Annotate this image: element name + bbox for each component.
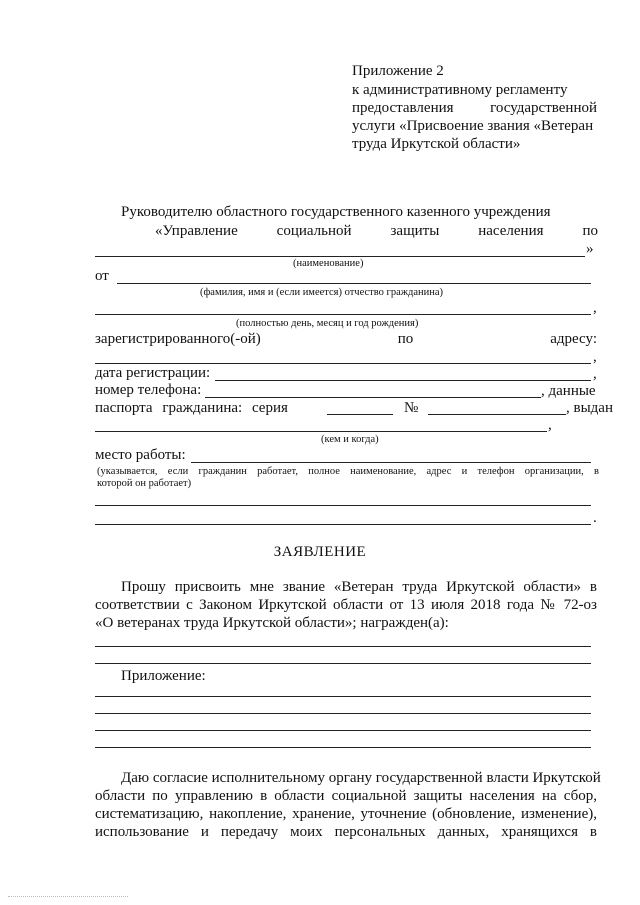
fio-field[interactable] bbox=[117, 283, 591, 284]
statement-title: ЗАЯВЛЕНИЕ bbox=[273, 544, 367, 560]
appendix-line-4: услуги «Присвоение звания «Ветеран bbox=[352, 118, 594, 134]
work-place-field[interactable] bbox=[191, 462, 591, 463]
passport-data-label: , данные bbox=[541, 383, 596, 399]
consent-line-1: Даю согласие исполнительному органу государственной власти Иркутской bbox=[121, 770, 601, 786]
comma: , bbox=[548, 417, 552, 433]
passport-number-field[interactable] bbox=[428, 414, 566, 415]
issued-caption: (кем и когда) bbox=[321, 434, 379, 445]
appendix-line-5: труда Иркутской области» bbox=[352, 136, 521, 152]
passport-series-field[interactable] bbox=[327, 414, 393, 415]
institution-name-field[interactable] bbox=[95, 256, 585, 257]
birth-date-field[interactable] bbox=[95, 314, 591, 315]
appendix-number: Приложение 2 bbox=[352, 63, 444, 79]
comma: , bbox=[593, 349, 597, 365]
comma: , bbox=[593, 366, 597, 382]
appendix-line-2: к административному регламенту bbox=[352, 82, 568, 98]
comma: , bbox=[593, 300, 597, 316]
consent-line-3: систематизацию, накопление, хранение, уточнение (обновление, изменение), bbox=[95, 806, 597, 822]
attachment-field-1[interactable] bbox=[95, 696, 591, 697]
appendix-line-3: предоставления государственной bbox=[352, 100, 597, 116]
attachment-label: Приложение: bbox=[121, 668, 206, 684]
statement-line-3: «О ветеранах труда Иркутской области»; награжден(а): bbox=[95, 615, 449, 631]
fio-caption: (фамилия, имя и (если имеется) отчество гражданина) bbox=[200, 287, 444, 298]
work-caption-line-2: которой он работает) bbox=[97, 478, 192, 489]
work-place-label: место работы: bbox=[95, 447, 186, 463]
statement-line-1: Прошу присвоить мне звание «Ветеран труда Иркутской области» в bbox=[121, 579, 597, 595]
work-place-field-2[interactable] bbox=[95, 505, 591, 506]
from-label: от bbox=[95, 268, 109, 284]
attachment-field-4[interactable] bbox=[95, 747, 591, 748]
passport-series-label: паспорта гражданина: серия bbox=[95, 400, 288, 416]
addressee-line-1: Руководителю областного государственного казенного учреждения bbox=[121, 204, 551, 220]
birth-date-caption: (полностью день, месяц и год рождения) bbox=[236, 318, 419, 329]
institution-name-caption: (наименование) bbox=[293, 258, 364, 269]
passport-number-sign: № bbox=[404, 400, 419, 416]
issued-label: , выдан bbox=[566, 400, 613, 416]
work-place-field-3[interactable] bbox=[95, 524, 591, 525]
statement-line-2: соответствии с Законом Иркутской области от 13 июля 2018 года № 72-оз bbox=[95, 597, 597, 613]
awards-field-2[interactable] bbox=[95, 663, 591, 664]
period: . bbox=[593, 510, 597, 526]
registration-date-label: дата регистрации: bbox=[95, 365, 211, 381]
registration-date-field[interactable] bbox=[215, 380, 591, 381]
registered-address-line: зарегистрированного(-ой) по адресу: bbox=[95, 331, 597, 347]
attachment-field-2[interactable] bbox=[95, 713, 591, 714]
passport-issued-field[interactable] bbox=[95, 431, 547, 432]
awards-field-1[interactable] bbox=[95, 646, 591, 647]
close-quote: » bbox=[586, 241, 594, 257]
consent-line-2: области по управлению в области социальной защиты населения на сбор, bbox=[95, 788, 597, 804]
phone-label: номер телефона: bbox=[95, 382, 202, 398]
scan-artifact-line bbox=[8, 896, 128, 897]
consent-line-4: использование и передачу моих персональных данных, хранящихся в bbox=[95, 824, 597, 840]
addressee-line-2: «Управление социальной защиты населения по bbox=[155, 223, 598, 239]
phone-field[interactable] bbox=[205, 397, 541, 398]
work-caption-line-1: (указывается, если гражданин работает, полное наименование, адрес и телефон организации, в bbox=[97, 466, 599, 477]
attachment-field-3[interactable] bbox=[95, 730, 591, 731]
